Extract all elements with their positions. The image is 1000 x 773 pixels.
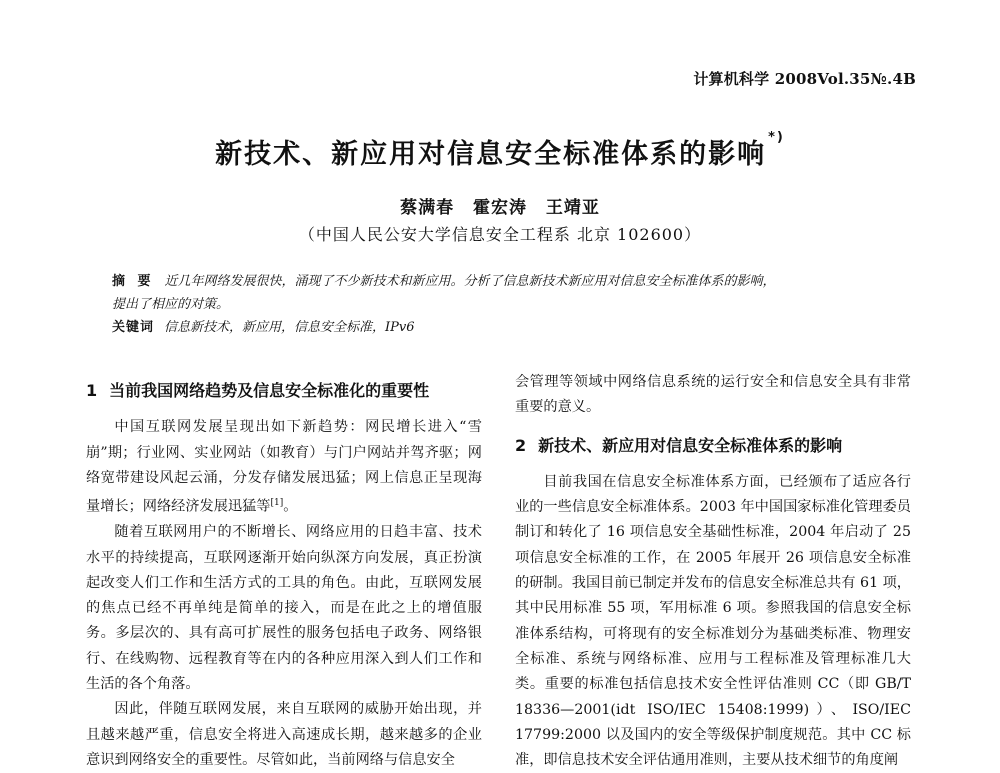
left-column: [86, 368, 482, 773]
keywords-text: 信息新技术，新应用，信息安全标准，IPv6: [164, 320, 415, 335]
section-1-heading: [86, 378, 482, 403]
abstract-row-2: [112, 293, 888, 316]
section-2-paragraph-1: 目前我国在信息安全标准体系方面，已经颁布了适应各行业的一些信息安全标准体系。2003 年中国国家标准化管理委员制订和转化了 16 项信息安全基础性标准，2004 年启动了 25 项信息安全标准的工作，在 2005 年展开 26 项信息安全标准的研制。我国目前已制定并发布的信息安全标准总共有 61 项，其中民用标准 55 项，军用标准 6 项。参照我国的信息安全标准体系结构，可将现有的安全标准划分为基础类标准、物理安全标准、系统与网络标准、应用与工程标准及管理标准几大类。重要的标准包括信息技术安全性评估准则 CC（即 GB/T 18336—2001(idt ISO/IEC 15408:1999)）、ISO/IEC 17799:2000 以及国内的安全等级保护制度规范。其中 CC 标准，即信息技术安全评估通用准则，主要从技术细节的角度阐: [515, 473, 911, 769]
authors: 蔡满春 霍宏涛 王靖亚: [400, 198, 600, 218]
abstract-text-line2: 提出了相应的对策。: [112, 297, 230, 312]
section-1-title: 当前我国网络趋势及信息安全标准化的重要性: [109, 381, 430, 400]
section-1-paragraph-1: [86, 415, 482, 520]
keywords-label: 关键词: [112, 320, 155, 335]
section-2-heading: [515, 433, 911, 458]
section-2-number: 2: [515, 435, 527, 455]
citation-ref: [1]: [270, 498, 284, 509]
section-1-p1-end: 。: [283, 498, 298, 515]
journal-header: 计算机科学 2008Vol.35№.4B: [693, 70, 916, 88]
section-1-paragraph-2: 随着互联网用户的不断增长、网络应用的日趋丰富、技术水平的持续提高，互联网逐渐开始向纵深方向发展，真正扮演起改变人们工作和生活方式的工具的角色。由此，互联网发展的焦点已经不再单纯是简单的接入，而是在此之上的增值服务。多层次的、具有高可扩展性的服务包括电子政务、网络银行、在线购物、远程教育等在内的各种应用深入到人们工作和生活的各个角落。: [86, 524, 482, 692]
section-1-paragraph-3: 因此，伴随互联网发展，来自互联网的威胁开始出现，并且越来越严重，信息安全将进入高速成长期，越来越多的企业意识到网络安全的重要性。尽管如此，当前网络与信息安全: [86, 701, 482, 768]
section-1-p1-text: 中国互联网发展呈现出如下新趋势：网民增长进入“雪崩”期；行业网、实业网站（如教育）与门户网站并驾齐驱；网络宽带建设风起云涌，分发存储发展迅猛；网上信息正呈现海量增长；网络经济发展迅猛等: [86, 419, 482, 515]
affiliation: （中国人民公安大学信息安全工程系 北京 102600）: [298, 225, 702, 244]
abstract-label: 摘 要: [112, 274, 155, 289]
abstract-text-line1: 近几年网络发展很快，涌现了不少新技术和新应用。分析了信息新技术新应用对信息安全标准体系的影响，: [164, 274, 776, 289]
abstract-row-1: [112, 270, 888, 293]
section-1-number: 1: [86, 381, 98, 400]
right-continuation-paragraph: 会管理等领域中网络信息系统的运行安全和信息安全具有非常重要的意义。: [515, 374, 911, 416]
paper-title-text: 新技术、新应用对信息安全标准体系的影响: [215, 139, 767, 170]
keywords-row: [112, 316, 888, 339]
section-2-title: 新技术、新应用对信息安全标准体系的影响: [538, 435, 843, 455]
right-column: [515, 370, 911, 773]
paper-title: [0, 132, 1000, 171]
abstract-block: [112, 270, 888, 339]
title-footnote-mark: *): [768, 130, 785, 145]
